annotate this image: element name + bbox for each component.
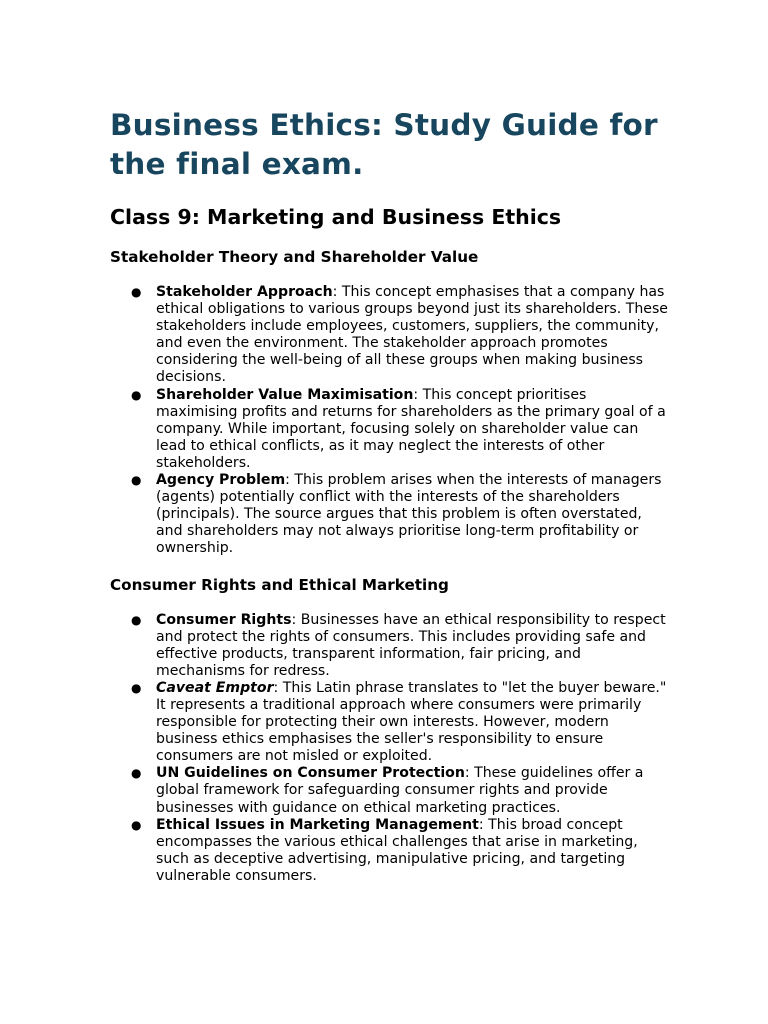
definition-text: : Businesses have an ethical responsibility to respect and protect the rights of consumers. This includes providing safe and effective products, transparent information, fair pricing, and mechanisms for redress. [156,611,666,679]
bullet-icon: ● [131,285,142,299]
term-ethical-issues-marketing: Ethical Issues in Marketing Management [156,816,479,833]
term-shareholder-value-maximisation: Shareholder Value Maximisation [156,386,414,403]
definition-text: : This concept emphasises that a company has ethical obligations to various groups beyond just its shareholders. These stakeholders include employees, customers, suppliers, the community, and even the environment. The stakeholder approach promotes considering the well-being of all these groups when making business decisions. [156,284,668,386]
definition-text: : This concept prioritises maximising profits and returns for shareholders as the primary goal of a company. While important, focusing solely on shareholder value can lead to ethical conflicts, as it may neglect the interests of other stakeholders. [156,386,666,471]
term-consumer-rights: Consumer Rights [156,611,292,628]
list-item [110,680,670,765]
class-heading: Class 9: Marketing and Business Ethics [110,205,562,229]
definition-text: : This problem arises when the interests of managers (agents) potentially conflict with the interests of the shareholders (principals). The source argues that this problem is often overstated, and shareholders may not always prioritise long-term profitability or ownership. [156,472,662,557]
list-item [110,765,670,816]
bullet-icon: ● [131,473,142,488]
term-agency-problem: Agency Problem [156,472,286,489]
list-item [110,387,670,472]
document-title: Business Ethics: Study Guide for the final exam. [110,108,658,181]
consumer-rights-list [110,612,670,886]
list-item [110,284,670,387]
term-un-guidelines: UN Guidelines on Consumer Protection [156,765,465,782]
stakeholder-theory-list [110,284,670,558]
definition-text: : This Latin phrase translates to "let the buyer beware." It represents a traditional approach where consumers were primarily responsible for protecting their own interests. However, modern business ethics emphasises the seller's responsibility to ensure consumers are not misled or exploited. [156,679,667,765]
term-stakeholder-approach: Stakeholder Approach [156,284,333,300]
section-heading-stakeholder-theory: Stakeholder Theory and Shareholder Value [110,248,479,266]
bullet-icon: ● [131,766,142,781]
list-item [110,817,670,885]
list-item [110,612,670,680]
bullet-icon: ● [131,612,142,627]
term-caveat-emptor: Caveat Emptor [156,679,274,696]
bullet-icon: ● [131,387,142,402]
definition-text: : This broad concept encompasses the various ethical challenges that arise in marketing, such as deceptive advertising, manipulative pricing, and targeting vulnerable consumers. [156,816,638,884]
definition-text: : These guidelines offer a global framework for safeguarding consumer rights and provide businesses with guidance on ethical marketing practices. [156,765,644,816]
bullet-icon: ● [131,680,142,695]
section-heading-consumer-rights: Consumer Rights and Ethical Marketing [110,575,449,594]
document-page [110,106,670,885]
list-item [110,472,670,557]
bullet-icon: ● [131,817,142,832]
